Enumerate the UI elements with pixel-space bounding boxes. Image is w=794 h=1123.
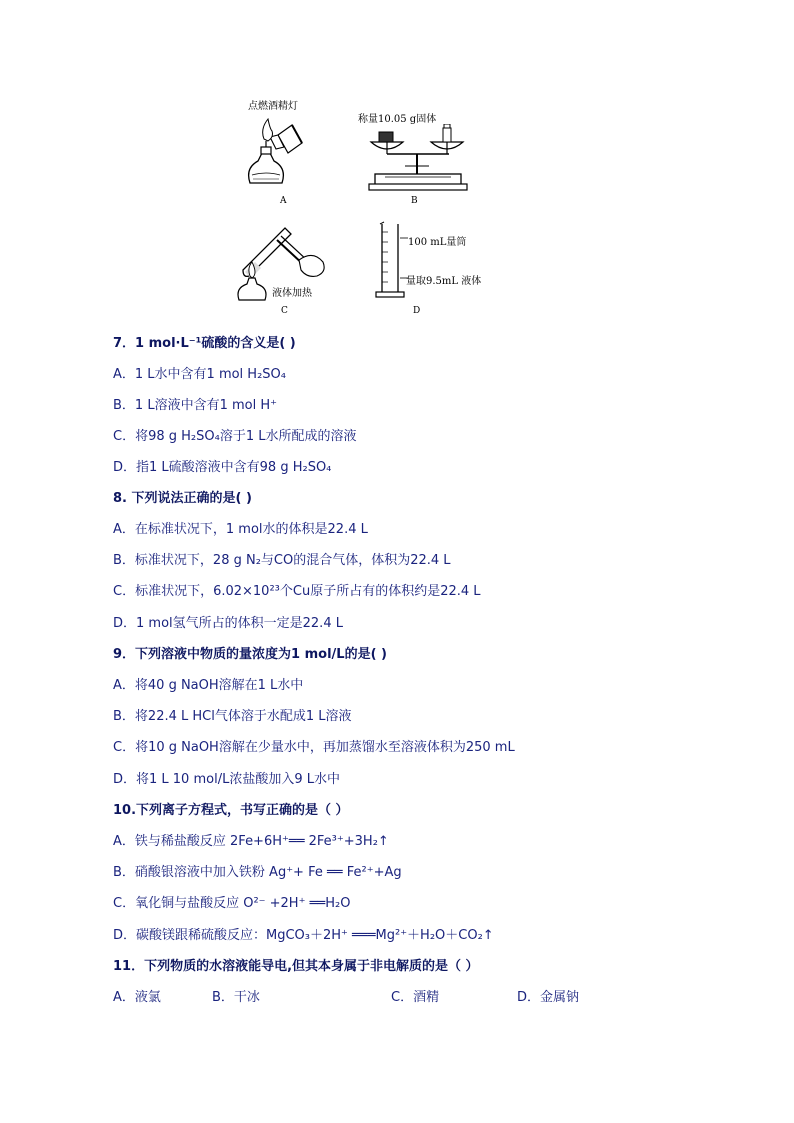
q7-option-a: A．1 L水中含有1 mol H₂SO₄ [113,367,286,382]
q11-option-c: C．酒精 [391,990,440,1005]
q8-option-b: B．标准状况下，28 g N₂与CO的混合气体，体积为22.4 L [113,553,451,568]
q9-option-b: B．将22.4 L HCl气体溶于水配成1 L溶液 [113,709,352,724]
q10-option-a: A．铁与稀盐酸反应 2Fe+6H⁺══ 2Fe³⁺+3H₂↑ [113,834,389,849]
q7-option-d: D．指1 L硫酸溶液中含有98 g H₂SO₄ [113,460,332,475]
q7-option-b: B．1 L溶液中含有1 mol H⁺ [113,398,277,413]
q7-option-c: C．将98 g H₂SO₄溶于1 L水所配成的溶液 [113,429,357,444]
q9-option-c: C．将10 g NaOH溶解在少量水中，再加蒸馏水至溶液体积为250 mL [113,740,515,755]
figure-a-caption: 点燃酒精灯 [248,101,298,112]
q10-option-d: D．碳酸镁跟稀硫酸反应：MgCO₃＋2H⁺ ═══Mg²⁺＋H₂O＋CO₂↑ [113,928,494,943]
q8-option-d: D．1 mol氢气所占的体积一定是22.4 L [113,616,343,631]
figure-d-caption-bottom: 量取9.5mL 液体 [406,276,482,287]
figure-d-cylinder [372,220,412,300]
figure-b-letter: B [411,196,418,206]
figure-a-alcohol-lamp [240,113,310,193]
q7-stem: 7．1 mol·L⁻¹硫酸的含义是( ) [113,336,296,351]
figure-b-balance [365,124,470,194]
q10-option-c: C．氧化铜与盐酸反应 O²⁻ +2H⁺ ══H₂O [113,896,351,911]
q10-option-b: B．硝酸银溶液中加入铁粉 Ag⁺+ Fe ══ Fe²⁺+Ag [113,865,402,880]
q9-option-a: A．将40 g NaOH溶解在1 L水中 [113,678,304,693]
figure-d-letter: D [413,306,421,316]
q11-option-b: B．干冰 [212,990,260,1005]
q9-option-d: D．将1 L 10 mol/L浓盐酸加入9 L水中 [113,772,340,787]
figure-c-letter: C [281,306,288,316]
q11-option-a: A．液氯 [113,990,161,1005]
figure-b-caption: 称量10.05 g固体 [358,114,437,125]
figure-d-caption-top: 100 mL量筒 [408,237,467,248]
figure-a-letter: A [280,196,287,206]
q9-stem: 9．下列溶液中物质的量浓度为1 mol/L的是( ) [113,647,387,662]
q8-stem: 8. 下列说法正确的是( ) [113,491,252,506]
figure-c-caption: 液体加热 [272,288,312,299]
q10-stem: 10.下列离子方程式，书写正确的是（ ） [113,803,349,818]
q11-stem: 11．下列物质的水溶液能导电,但其本身属于非电解质的是（ ） [113,959,479,974]
q8-option-a: A．在标准状况下，1 mol水的体积是22.4 L [113,522,368,537]
q11-option-d: D．金属钠 [517,990,580,1005]
q8-option-c: C．标准状况下，6.02×10²³个Cu原子所占有的体积约是22.4 L [113,584,481,599]
